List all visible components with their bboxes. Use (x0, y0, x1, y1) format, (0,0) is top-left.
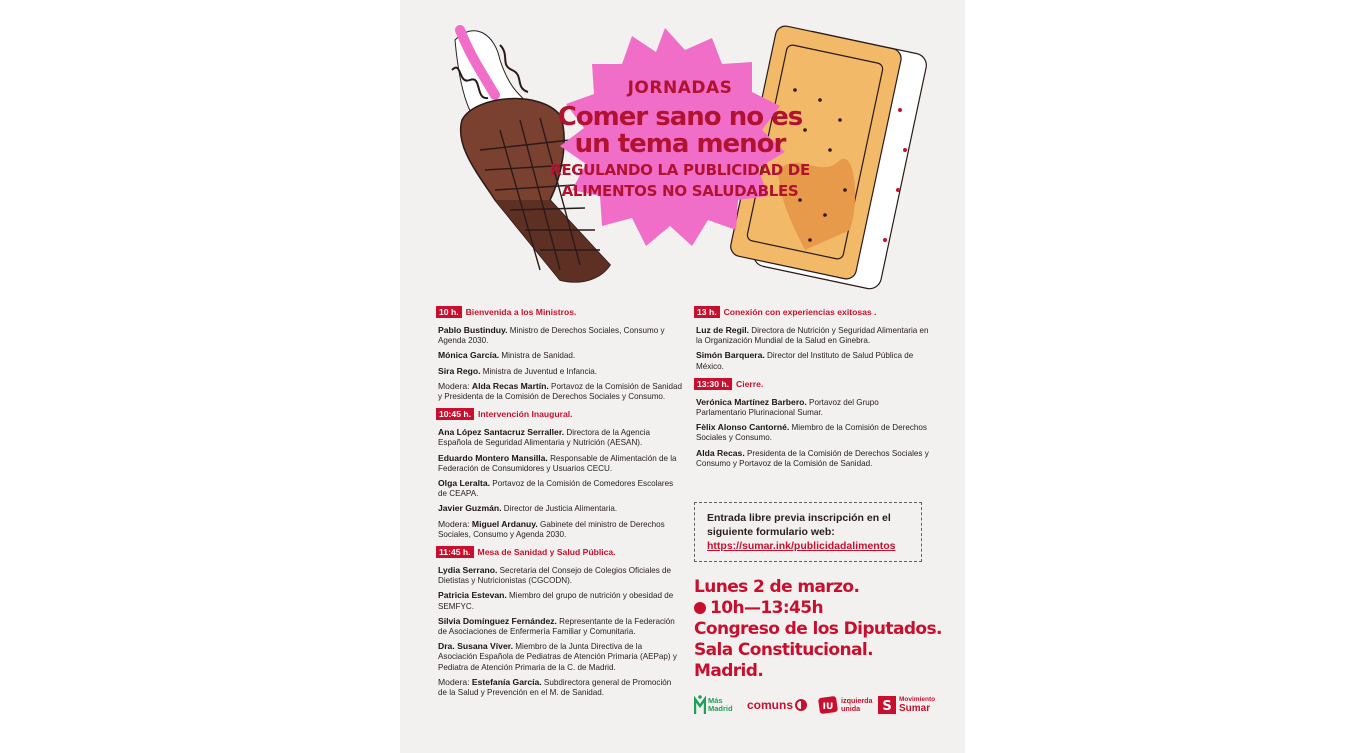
speaker-role: Directora de Nutrición y Seguridad Alimentaria en la Organización Mundial de la Salud en Ginebra. (696, 326, 929, 346)
speaker-entry (438, 519, 682, 540)
speaker-entry (696, 448, 930, 469)
time-badge: 13 h. (694, 306, 720, 318)
sumar-text1: Movimiento (899, 696, 936, 703)
registration-line2: siguiente formulario web: (707, 526, 835, 538)
speaker-entry (438, 453, 682, 474)
program-section (436, 546, 682, 698)
speaker-entry (438, 366, 682, 377)
speaker-role: Ministro de Derechos Sociales, Consumo y Agenda 2030. (438, 326, 665, 346)
speaker-role: Gabinete del ministro de Derechos Sociales, Consumo y Agenda 2030. (438, 519, 665, 539)
speaker-name: Estefanía García. (471, 676, 542, 687)
speaker-entry (696, 350, 930, 371)
speaker-role: Directora de la Agencia Española de Seguridad Alimentaria y Nutrición (AESAN). (438, 428, 651, 448)
jornadas-label: JORNADAS (627, 78, 733, 98)
section-title: Cierre. (736, 378, 764, 389)
event-time: 10h—13:45h (710, 598, 823, 618)
speaker-role: Representante de la Federación de Asociaciones de Enfermería Familiar y Comunitaria. (438, 616, 675, 637)
speaker-name: Pablo Bustinduy. (438, 325, 508, 335)
speaker-name: Alda Recas Martín. (471, 380, 549, 391)
comuns-symbol-icon (795, 699, 807, 711)
speaker-role: Miembro del grupo de nutrición y obesidad de SEMFYC. (438, 591, 674, 611)
subtitle-line2: ALIMENTOS NO SALUDABLES (561, 182, 799, 200)
mas-madrid-logo (694, 690, 733, 720)
poster (400, 0, 965, 753)
speaker-name: Silvia Domínguez Fernández. (438, 615, 557, 626)
speaker-name: Patricia Estevan. (438, 590, 507, 601)
speaker-role: Ministra de Juventud e Infancia. (480, 366, 598, 376)
registration-link[interactable]: https://sumar.ink/publicidadalimentos (707, 540, 896, 552)
section-title: Bienvenida a los Ministros. (465, 306, 577, 317)
moderator-prefix: Modera: (438, 518, 472, 529)
speaker-role: Portavoz del Grupo Parlamentario Plurinacional Sumar. (696, 397, 879, 418)
speaker-name: Dra. Susana Víver. (438, 641, 513, 652)
speaker-role: Presidenta de la Comisión de Derechos Sociales y Consumo y Portavoz de la Comisión de Sanidad. (696, 448, 929, 468)
speaker-name: Javier Guzmán. (438, 503, 502, 514)
speaker-entry (438, 381, 682, 402)
section-header (694, 378, 930, 390)
sumar-s-icon (878, 696, 896, 714)
speaker-entry (438, 641, 682, 673)
speaker-role: Secretaria del Consejo de Colegios Oficiales de Dietistas y Nutricionistas (CGCODN). (438, 566, 672, 586)
speaker-entry (438, 325, 682, 346)
speaker-role: Portavoz de la Comisión de Sanidad y Presidenta de la Comisión de Derechos Sociales y Consumo. (438, 381, 682, 402)
event-place1: Congreso de los Diputados. (694, 619, 942, 639)
time-badge: 10:45 h. (436, 408, 474, 420)
svg-text:S: S (882, 699, 892, 714)
speaker-name: Fèlix Alonso Cantorné. (696, 422, 790, 433)
speaker-name: Alda Recas. (696, 447, 745, 458)
mas-madrid-text2: Madrid (708, 704, 733, 713)
section-header (436, 546, 682, 558)
time-badge: 11:45 h. (436, 546, 474, 558)
event-details (694, 577, 954, 682)
iu-text2: unida (841, 704, 861, 713)
speaker-entry (438, 677, 682, 698)
program-right-column (694, 306, 930, 475)
speaker-entry (696, 422, 930, 443)
section-title: Intervención Inaugural. (478, 409, 573, 420)
speaker-entry (438, 427, 682, 448)
speaker-role: Ministra de Sanidad. (499, 351, 576, 361)
event-date: Lunes 2 de marzo. (694, 577, 860, 597)
mas-madrid-text1: Más (708, 696, 723, 705)
sumar-text2: Sumar (899, 703, 931, 714)
speaker-entry (438, 590, 682, 611)
event-city: Madrid. (694, 661, 764, 681)
event-title-block (550, 78, 810, 200)
speaker-name: Sira Rego. (438, 365, 481, 376)
mas-madrid-m-icon (694, 695, 706, 715)
speaker-entry (438, 350, 682, 361)
speaker-name: Olga Leralta. (438, 478, 491, 489)
speaker-role: Director del Instituto de Salud Pública de México. (696, 351, 914, 371)
time-badge: 13:30 h. (694, 378, 732, 390)
bullet-dot-icon (694, 602, 706, 614)
speaker-name: Lydia Serrano. (438, 565, 498, 576)
speaker-entry (438, 503, 682, 514)
speaker-role: Director de Justicia Alimentaria. (501, 504, 618, 514)
iu-symbol-icon (818, 695, 838, 715)
program-section (436, 306, 682, 402)
izquierda-unida-logo (818, 690, 873, 720)
program-section (694, 378, 930, 469)
speaker-role: Miembro de la Comisión de Derechos Sociales y Consumo. (696, 423, 927, 443)
speaker-name: Ana López Santacruz Serraller. (438, 427, 565, 438)
speaker-name: Luz de Regil. (696, 325, 749, 335)
event-time-row (694, 598, 954, 619)
event-place2: Sala Constitucional. (694, 640, 873, 660)
moderator-prefix: Modera: (438, 380, 472, 391)
program-left-column (436, 306, 682, 704)
speaker-entry (696, 325, 930, 346)
speaker-role: Responsable de Alimentación de la Federación de Consumidores y Usuarios CECU. (438, 453, 677, 473)
speaker-entry (438, 478, 682, 499)
section-header (436, 306, 682, 318)
section-title: Conexión con experiencias exitosas . (723, 306, 877, 317)
speaker-entry (438, 616, 682, 637)
program-section (694, 306, 930, 372)
time-badge: 10 h. (436, 306, 462, 318)
movimiento-sumar-logo (878, 690, 935, 720)
speaker-entry (696, 397, 930, 418)
speaker-role: Portavoz de la Comisión de Comedores Escolares de CEAPA. (438, 479, 674, 499)
speaker-name: Eduardo Montero Mansilla. (438, 452, 548, 463)
speaker-name: Miguel Ardanuy. (471, 518, 538, 529)
main-title-line2: un tema menor (574, 129, 786, 159)
registration-line1: Entrada libre previa inscripción en el (707, 512, 891, 524)
speaker-role: Subdirectora general de Promoción de la Salud y Prevención en el M. de Sanidad. (438, 677, 672, 698)
section-header (694, 306, 930, 318)
comuns-logo (747, 690, 807, 720)
speaker-role: Miembro de la Junta Directiva de la Asociación Española de Pediatras de Atención Primaria (AEPap) y Pediatra de Atención Primaria de la C. de Madrid. (438, 642, 677, 672)
section-title: Mesa de Sanidad y Salud Pública. (477, 546, 616, 557)
svg-text:IU: IU (822, 702, 834, 712)
subtitle-line1: REGULANDO LA PUBLICIDAD DE (550, 161, 810, 179)
speaker-name: Verónica Martínez Barbero. (696, 396, 807, 407)
organizer-logos (694, 690, 944, 720)
main-title-line1: Comer sano no es (557, 102, 803, 132)
registration-box (694, 502, 922, 562)
comuns-text: comuns (747, 698, 794, 712)
speaker-name: Simón Barquera. (696, 350, 765, 361)
speaker-entry (438, 565, 682, 586)
iu-text1: izquierda (841, 696, 873, 705)
moderator-prefix: Modera: (438, 676, 472, 687)
program-section (436, 408, 682, 540)
section-header (436, 408, 682, 420)
speaker-name: Mónica García. (438, 350, 500, 361)
